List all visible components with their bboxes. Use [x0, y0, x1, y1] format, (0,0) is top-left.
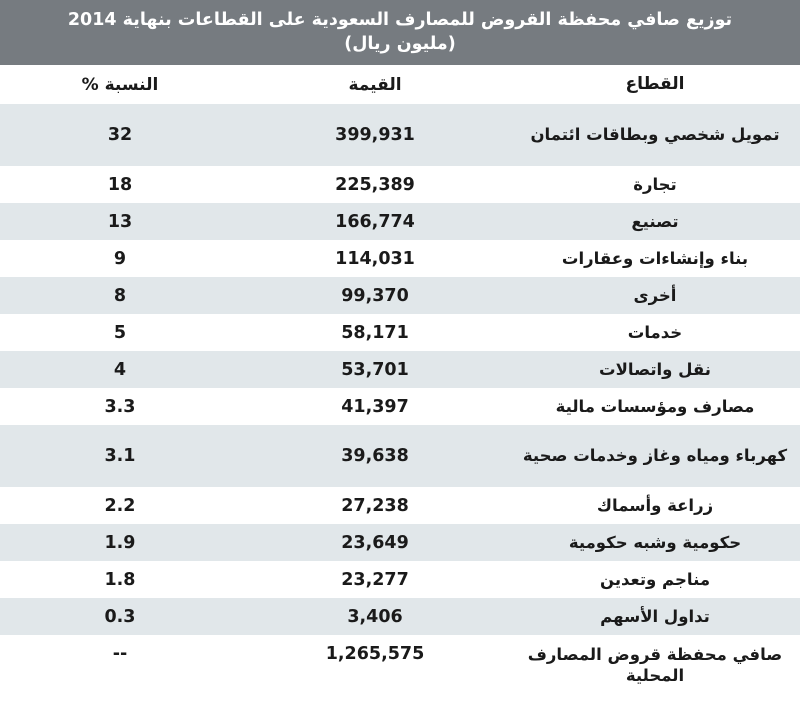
table-column-header-row: [0, 65, 800, 104]
table-body: [0, 104, 800, 725]
table-row: [0, 351, 800, 388]
cell-value: 99,370: [341, 285, 409, 306]
cell-sector: زراعة وأسماك: [596, 495, 714, 515]
cell-sector: نقل واتصالات: [599, 359, 711, 379]
cell-percent: 1.9: [104, 532, 136, 553]
cell-value: 399,931: [335, 125, 415, 145]
cell-value: 166,774: [335, 211, 415, 232]
cell-value: 225,389: [335, 174, 415, 195]
table-row: [0, 203, 800, 240]
cell-value: 114,031: [335, 248, 415, 269]
cell-sector: حكومية وشبه حكومية: [568, 532, 742, 552]
cell-percent: 8: [113, 285, 127, 306]
cell-percent: 2.2: [104, 495, 136, 516]
cell-sector: تصنيع: [631, 211, 679, 231]
cell-value: 3,406: [347, 606, 403, 627]
table-row: [0, 425, 800, 487]
cell-sector: مناجم وتعدين: [599, 569, 711, 589]
table-row: [0, 240, 800, 277]
column-header-percent: النسبة %: [81, 74, 159, 95]
cell-percent: 13: [107, 211, 133, 232]
cell-sector: تجارة: [633, 174, 677, 194]
cell-percent: 18: [107, 174, 133, 195]
table-row: [0, 277, 800, 314]
cell-percent: 3.1: [104, 446, 136, 466]
cell-percent: 4: [113, 359, 127, 380]
table-title-banner: [0, 0, 800, 65]
column-header-value: القيمة: [348, 74, 402, 95]
column-header-sector: القطاع: [625, 73, 685, 94]
cell-sector: تمويل شخصي وبطاقات ائتمان: [530, 125, 780, 145]
table-row: [0, 561, 800, 598]
cell-sector: أخرى: [633, 285, 677, 305]
cell-value: 23,649: [341, 532, 409, 553]
cell-sector: تداول الأسهم: [600, 606, 710, 626]
cell-value: 58,171: [341, 322, 409, 343]
table-row: [0, 598, 800, 635]
table-row: [0, 104, 800, 166]
cell-sector: بناء وإنشاءات وعقارات: [561, 248, 749, 268]
cell-percent: 3.3: [104, 396, 136, 417]
cell-value: 27,238: [341, 495, 409, 516]
table-row: [0, 314, 800, 351]
table-row: [0, 388, 800, 425]
cell-sector: كهرباء ومياه وغاز وخدمات صحية: [522, 446, 788, 466]
table-row: [0, 524, 800, 561]
table-total-row: [0, 635, 800, 701]
table-row: [0, 166, 800, 203]
cell-value: 41,397: [341, 396, 409, 417]
cell-value: 39,638: [341, 446, 409, 466]
cell-value: 53,701: [341, 359, 409, 380]
cell-percent: 5: [113, 322, 127, 343]
cell-total-value: 1,265,575: [325, 644, 425, 664]
cell-percent: 0.3: [104, 606, 136, 627]
cell-total-percent: --: [112, 644, 128, 664]
cell-percent: 1.8: [104, 569, 136, 590]
cell-total-sector: صافي محفظة قروض المصارف المحلية: [527, 645, 783, 686]
cell-value: 23,277: [341, 569, 409, 590]
cell-sector: خدمات: [627, 322, 683, 342]
page-title: توزيع صافي محفظة القروض للمصارف السعودية على القطاعات بنهاية 2014 (مليون ريال): [67, 10, 733, 54]
table-row: [0, 487, 800, 524]
cell-sector: مصارف ومؤسسات مالية: [555, 396, 755, 416]
cell-percent: 32: [107, 125, 133, 145]
cell-percent: 9: [113, 248, 127, 269]
